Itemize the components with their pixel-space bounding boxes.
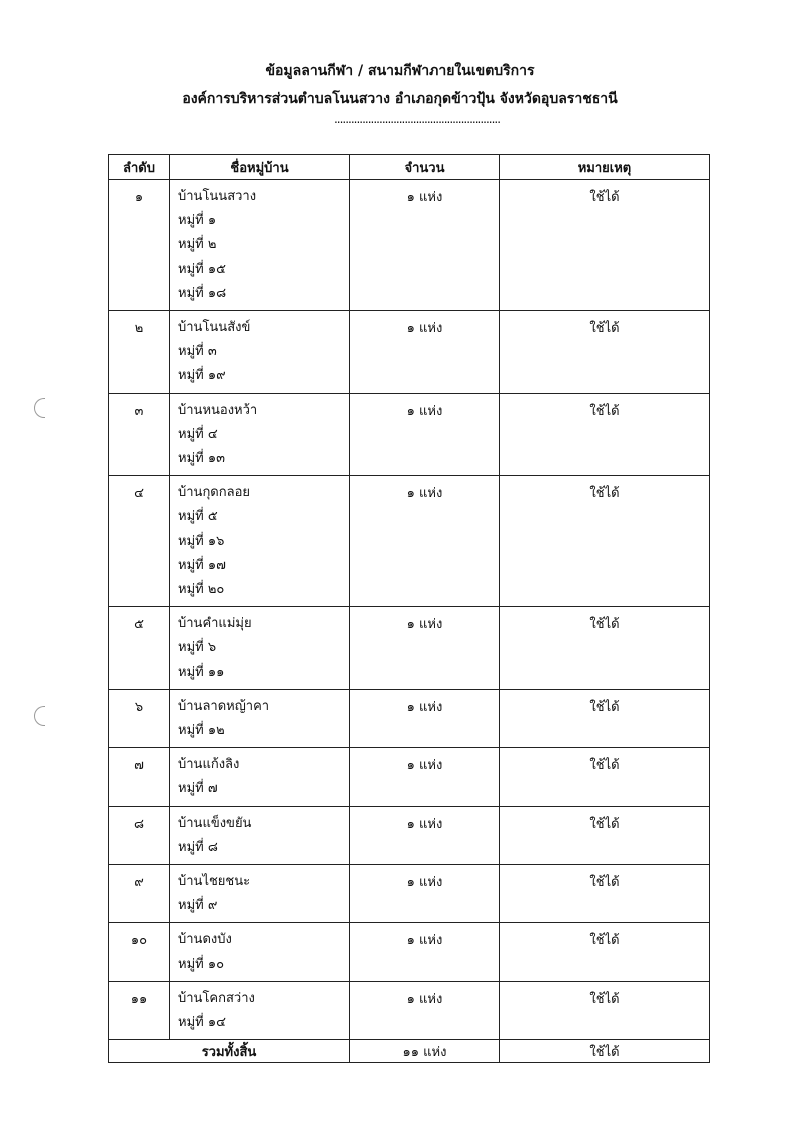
table-row [109, 393, 710, 476]
table-row [109, 981, 710, 1039]
village-cell [170, 393, 350, 476]
table-row [109, 476, 710, 607]
village-name: บ้านหนองหว้า [178, 402, 258, 418]
village-cell [170, 476, 350, 607]
punch-hole-mark [34, 706, 45, 726]
table-row [109, 607, 710, 690]
note-cell: ใช้ได้ [500, 393, 710, 476]
moo-number: หมู่ที่ ๙ [178, 898, 218, 914]
village-cell [170, 180, 350, 311]
amount-cell: ๑ แห่ง [350, 748, 500, 806]
row-number: ๓ [109, 393, 170, 476]
village-cell [170, 607, 350, 690]
note-cell: ใช้ได้ [500, 806, 710, 864]
punch-hole-mark [34, 398, 45, 418]
row-number: ๑๐ [109, 923, 170, 981]
table-row [109, 923, 710, 981]
moo-number: หมู่ที่ ๒๐ [178, 582, 225, 598]
village-name: บ้านโคกสว่าง [178, 990, 255, 1006]
table-row [109, 806, 710, 864]
village-name: บ้านแข็งขยัน [178, 815, 252, 831]
column-header-village: ชื่อหมู่บ้าน [170, 155, 350, 180]
column-header-note: หมายเหตุ [500, 155, 710, 180]
village-name: บ้านโนนสังข์ [178, 320, 251, 336]
note-cell: ใช้ได้ [500, 689, 710, 747]
village-name: บ้านลาดหญ้าคา [178, 698, 270, 714]
village-name: บ้านไชยชนะ [178, 874, 251, 890]
column-header-amount: จำนวน [350, 155, 500, 180]
stadium-table [108, 154, 710, 1063]
table-body [109, 180, 710, 1040]
row-number: ๖ [109, 689, 170, 747]
row-number: ๑ [109, 180, 170, 311]
moo-number: หมู่ที่ ๕ [178, 509, 218, 525]
document-subtitle: องค์การบริหารส่วนตำบลโนนสวาง อำเภอกุดข้าวปุ้น จังหวัดอุบลราชธานี [182, 91, 618, 107]
note-cell: ใช้ได้ [500, 311, 710, 394]
total-note: ใช้ได้ [500, 1040, 710, 1063]
document-title: ข้อมูลลานกีฬา / สนามกีฬาภายในเขตบริการ [265, 63, 535, 79]
note-cell: ใช้ได้ [500, 607, 710, 690]
table-row [109, 689, 710, 747]
moo-number: หมู่ที่ ๑๗ [178, 557, 226, 573]
village-cell [170, 689, 350, 747]
column-header-no: ลำดับ [109, 155, 170, 180]
moo-number: หมู่ที่ ๔ [178, 426, 218, 442]
amount-cell: ๑ แห่ง [350, 806, 500, 864]
village-name: บ้านดงบัง [178, 932, 232, 948]
village-name: บ้านแก้งลิง [178, 757, 240, 773]
total-row [109, 1040, 710, 1063]
row-number: ๒ [109, 311, 170, 394]
note-cell: ใช้ได้ [500, 923, 710, 981]
row-number: ๕ [109, 607, 170, 690]
village-cell [170, 748, 350, 806]
moo-number: หมู่ที่ ๑๔ [178, 1015, 226, 1031]
row-number: ๙ [109, 865, 170, 923]
village-cell [170, 311, 350, 394]
moo-number: หมู่ที่ ๑๒ [178, 723, 225, 739]
note-cell: ใช้ได้ [500, 865, 710, 923]
moo-number: หมู่ที่ ๑๖ [178, 533, 225, 549]
amount-cell: ๑ แห่ง [350, 311, 500, 394]
amount-cell: ๑ แห่ง [350, 923, 500, 981]
note-cell: ใช้ได้ [500, 476, 710, 607]
moo-number: หมู่ที่ ๑ [178, 213, 217, 229]
village-name: บ้านกุดกลอย [178, 485, 251, 501]
row-number: ๗ [109, 748, 170, 806]
moo-number: หมู่ที่ ๑๓ [178, 451, 225, 467]
moo-number: หมู่ที่ ๑๙ [178, 368, 226, 384]
village-name: บ้านโนนสวาง [178, 189, 257, 204]
note-cell: ใช้ได้ [500, 180, 710, 311]
amount-cell: ๑ แห่ง [350, 180, 500, 311]
moo-number: หมู่ที่ ๑๘ [178, 285, 227, 301]
amount-cell: ๑ แห่ง [350, 393, 500, 476]
moo-number: หมู่ที่ ๘ [178, 839, 218, 855]
note-cell: ใช้ได้ [500, 981, 710, 1039]
amount-cell: ๑ แห่ง [350, 607, 500, 690]
row-number: ๘ [109, 806, 170, 864]
amount-cell: ๑ แห่ง [350, 689, 500, 747]
total-label: รวมทั้งสิ้น [109, 1040, 350, 1063]
moo-number: หมู่ที่ ๗ [178, 781, 218, 797]
moo-number: หมู่ที่ ๑๐ [178, 956, 225, 972]
moo-number: หมู่ที่ ๑๑ [178, 664, 225, 680]
row-number: ๑๑ [109, 981, 170, 1039]
moo-number: หมู่ที่ ๓ [178, 344, 217, 360]
village-cell [170, 806, 350, 864]
note-cell: ใช้ได้ [500, 748, 710, 806]
amount-cell: ๑ แห่ง [350, 981, 500, 1039]
table-row [109, 180, 710, 311]
table-row [109, 865, 710, 923]
table-row [109, 748, 710, 806]
village-cell [170, 923, 350, 981]
village-name: บ้านคำแม่มุ่ย [178, 616, 252, 632]
amount-cell: ๑ แห่ง [350, 865, 500, 923]
total-amount: ๑๑ แห่ง [350, 1040, 500, 1063]
table-row [109, 311, 710, 394]
moo-number: หมู่ที่ ๒ [178, 237, 217, 253]
row-number: ๔ [109, 476, 170, 607]
village-cell [170, 865, 350, 923]
moo-number: หมู่ที่ ๖ [178, 640, 217, 656]
village-cell [170, 981, 350, 1039]
moo-number: หมู่ที่ ๑๕ [178, 261, 226, 277]
table-header-row [109, 155, 710, 180]
amount-cell: ๑ แห่ง [350, 476, 500, 607]
dotted-rule: ........................................................... [333, 112, 501, 126]
